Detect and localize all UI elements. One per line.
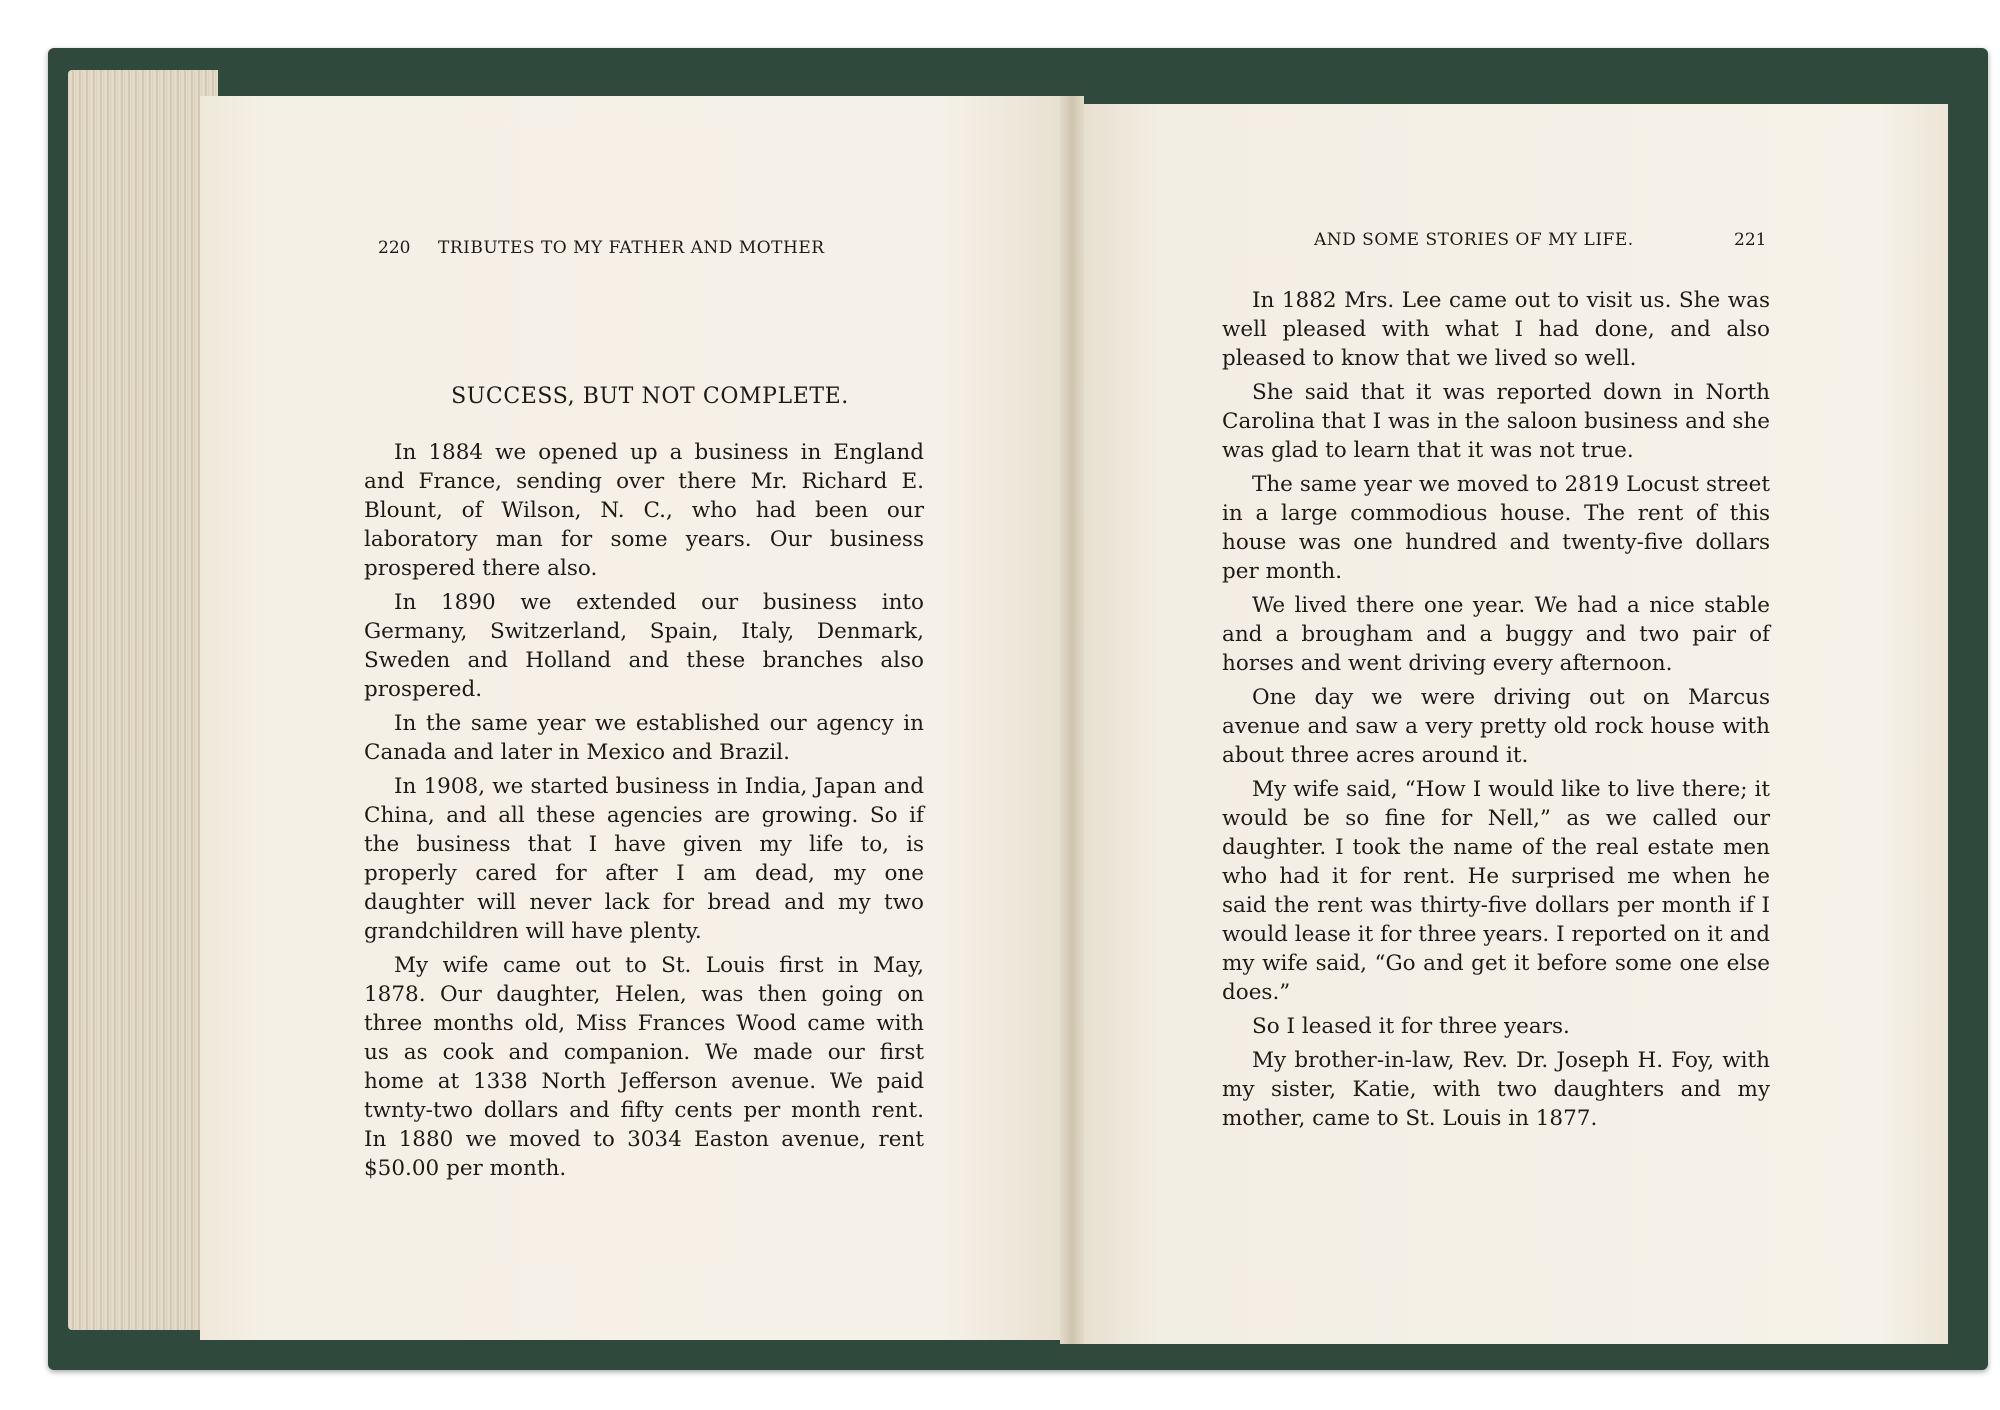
- paragraph: In the same year we established our agency in Canada and later in Mexico and Brazil.: [364, 711, 924, 765]
- paragraph: One day we were driving out on Marcus avenue and saw a very pretty old rock house with about three acres around it.: [1222, 685, 1770, 768]
- paragraph: We lived there one year. We had a nice stable and a brougham and a buggy and two pair of horses and went driving every afternoon.: [1222, 593, 1770, 676]
- left-page-number: 220: [378, 238, 411, 258]
- chapter-title: SUCCESS, BUT NOT COMPLETE.: [451, 384, 849, 409]
- book-cover-edge: [1070, 76, 1988, 106]
- paragraph: The same year we moved to 2819 Locust street in a large commodious house. The rent of this house was one hundred and twenty-five dollars per month.: [1222, 472, 1770, 584]
- page-edges: [68, 70, 218, 1330]
- paragraph: My wife came out to St. Louis first in May, 1878. Our daughter, Helen, was then going on three months old, Miss Frances Wood came with us as cook and companion. We made our first home at 1338 North Jefferson avenue. We paid twnty-two dollars and fifty cents per month rent. In 1880 we moved to 3034 Easton avenue, rent $50.00 per month.: [364, 953, 924, 1181]
- right-running-head: AND SOME STORIES OF MY LIFE.: [1314, 230, 1634, 250]
- paragraph: In 1890 we extended our business into Germany, Switzerland, Spain, Italy, Denmark, Sweden and Holland and these branches also prospered.: [364, 590, 924, 702]
- book-gutter: [1060, 96, 1084, 1344]
- paragraph: In 1908, we started business in India, Japan and China, and all these agencies are growing. So if the business that I have given my life to, is properly cared for after I am dead, my one daughter will never lack for bread and my two grandchildren will have plenty.: [364, 774, 924, 944]
- paragraph: My brother-in-law, Rev. Dr. Joseph H. Foy, with my sister, Katie, with two daughters and my mother, came to St. Louis in 1877.: [1222, 1048, 1770, 1131]
- paragraph: She said that it was reported down in North Carolina that I was in the saloon business and she was glad to learn that it was not true.: [1222, 380, 1770, 463]
- right-page-number: 221: [1734, 230, 1767, 250]
- paragraph: In 1882 Mrs. Lee came out to visit us. She was well pleased with what I had done, and also pleased to know that we lived so well.: [1222, 288, 1770, 371]
- paragraph: So I leased it for three years.: [1252, 1014, 1570, 1039]
- right-body-text: [1222, 286, 1770, 1138]
- paragraph: My wife said, “How I would like to live there; it would be so fine for Nell,” as we called our daughter. I took the name of the real estate men who had it for rent. He surprised me when he said the rent was thirty-five dollars per month if I would lease it for three years. I reported on it and my wife said, “Go and get it before some one else does.”: [1222, 777, 1770, 1005]
- left-running-head: TRIBUTES TO MY FATHER AND MOTHER: [438, 238, 825, 258]
- paragraph: In 1884 we opened up a business in England and France, sending over there Mr. Richard E. Blount, of Wilson, N. C., who had been our laboratory man for some years. Our business prospered there also.: [364, 440, 924, 581]
- left-body-text: [364, 438, 924, 1188]
